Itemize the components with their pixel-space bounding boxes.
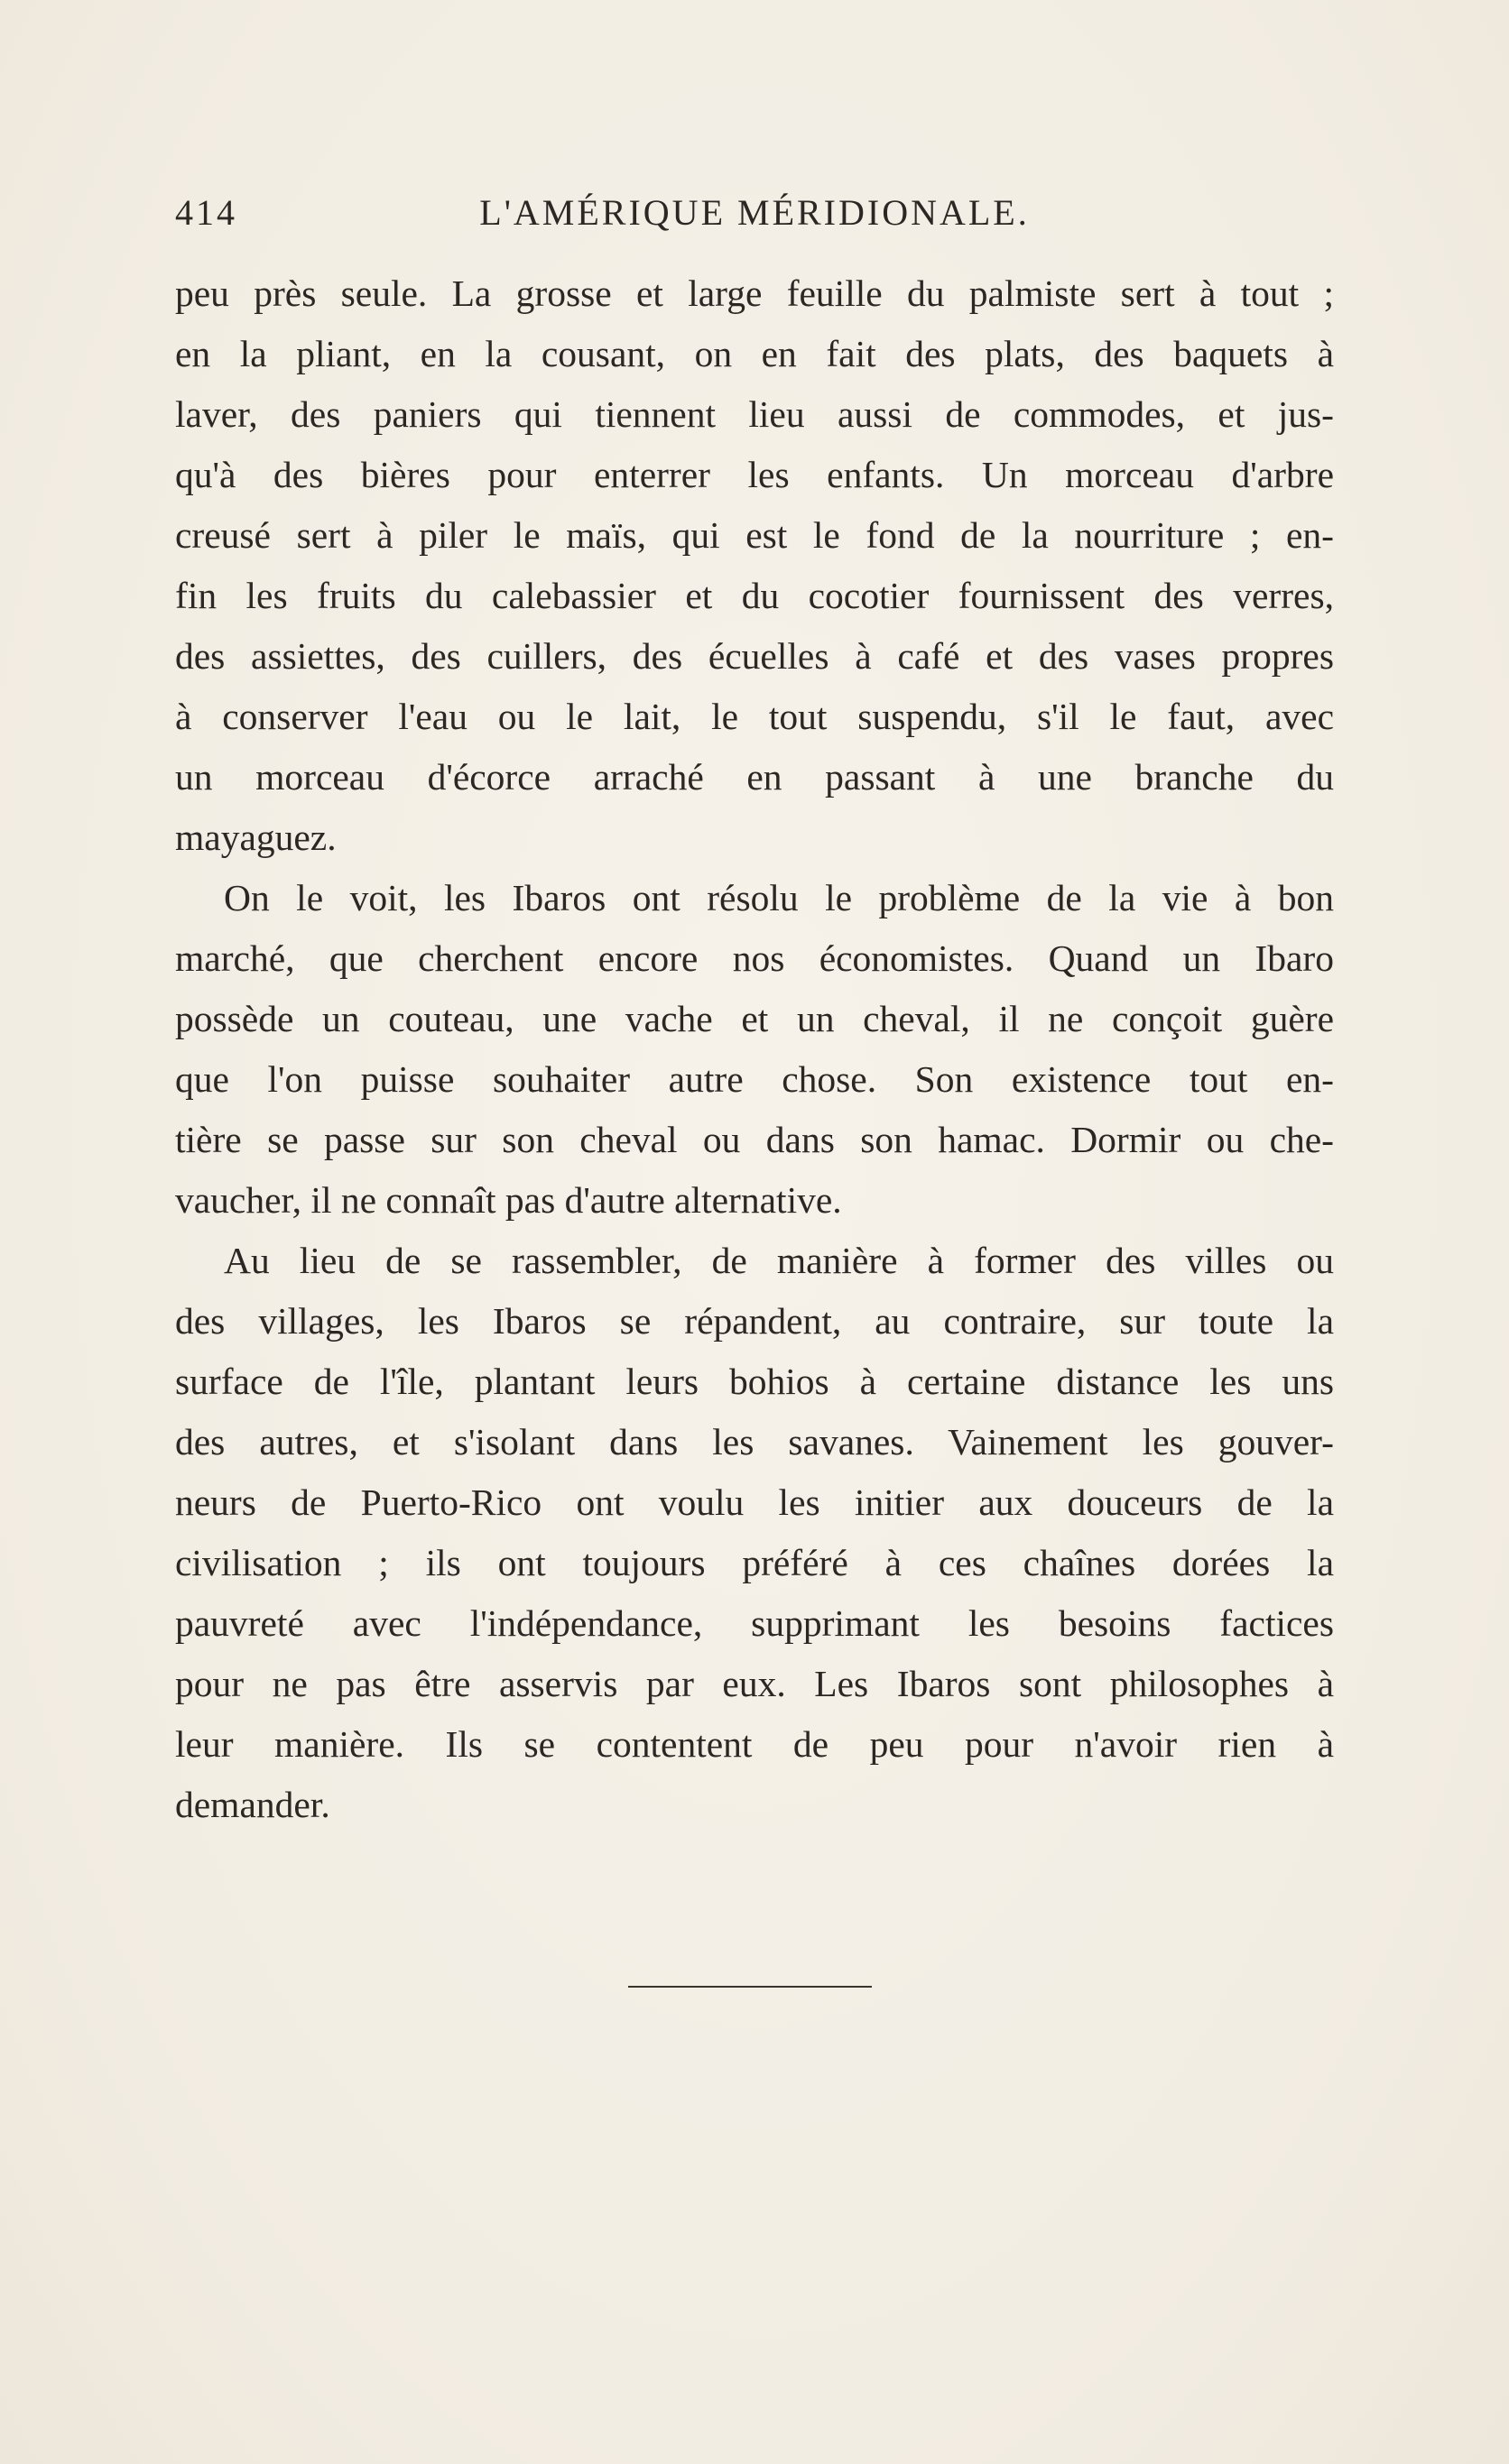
- text-line: des assiettes, des cuillers, des écuelles à café et des vases propres: [175, 635, 1334, 677]
- text-line: fin les fruits du calebassier et du cocotier fournissent des verres,: [175, 575, 1334, 616]
- end-rule: [628, 1986, 872, 1988]
- text-line: neurs de Puerto-Rico ont voulu les initier aux douceurs de la: [175, 1481, 1334, 1523]
- text-line: un morceau d'écorce arraché en passant à une branche du: [175, 756, 1334, 798]
- text-line: vaucher, il ne connaît pas d'autre alternative.: [175, 1179, 842, 1221]
- text-line: creusé sert à piler le maïs, qui est le fond de la nourriture ; en-: [175, 514, 1334, 556]
- page-number: 414: [175, 192, 237, 233]
- body-text: [175, 263, 1334, 1835]
- text-line: civilisation ; ils ont toujours préféré à ces chaînes dorées la: [175, 1542, 1334, 1583]
- text-line: tière se passe sur son cheval ou dans son hamac. Dormir ou che-: [175, 1119, 1334, 1160]
- text-line: pour ne pas être asservis par eux. Les Ibaros sont philosophes à: [175, 1663, 1334, 1704]
- text-line: à conserver l'eau ou le lait, le tout suspendu, s'il le faut, avec: [175, 696, 1334, 737]
- text-line: peu près seule. La grosse et large feuille du palmiste sert à tout ;: [175, 272, 1334, 314]
- text-line: On le voit, les Ibaros ont résolu le problème de la vie à bon: [224, 877, 1334, 918]
- text-line: mayaguez.: [175, 817, 337, 858]
- text-line: en la pliant, en la cousant, on en fait des plats, des baquets à: [175, 333, 1334, 374]
- text-line: marché, que cherchent encore nos économistes. Quand un Ibaro: [175, 937, 1334, 979]
- text-line: des autres, et s'isolant dans les savanes. Vainement les gouver-: [175, 1421, 1334, 1463]
- text-line: pauvreté avec l'indépendance, supprimant les besoins factices: [175, 1602, 1334, 1644]
- text-line: demander.: [175, 1784, 330, 1825]
- text-line: leur manière. Ils se contentent de peu pour n'avoir rien à: [175, 1723, 1334, 1765]
- running-title: L'AMÉRIQUE MÉRIDIONALE.: [479, 192, 1030, 233]
- text-line: possède un couteau, une vache et un cheval, il ne conçoit guère: [175, 998, 1334, 1039]
- running-head: [175, 191, 1334, 236]
- text-line: surface de l'île, plantant leurs bohios à certaine distance les uns: [175, 1361, 1334, 1402]
- text-line: laver, des paniers qui tiennent lieu aussi de commodes, et jus-: [175, 393, 1334, 435]
- text-line: qu'à des bières pour enterrer les enfants. Un morceau d'arbre: [175, 454, 1334, 495]
- text-line: que l'on puisse souhaiter autre chose. Son existence tout en-: [175, 1058, 1334, 1100]
- text-line: Au lieu de se rassembler, de manière à former des villes ou: [224, 1240, 1334, 1281]
- text-line: des villages, les Ibaros se répandent, au contraire, sur toute la: [175, 1300, 1334, 1342]
